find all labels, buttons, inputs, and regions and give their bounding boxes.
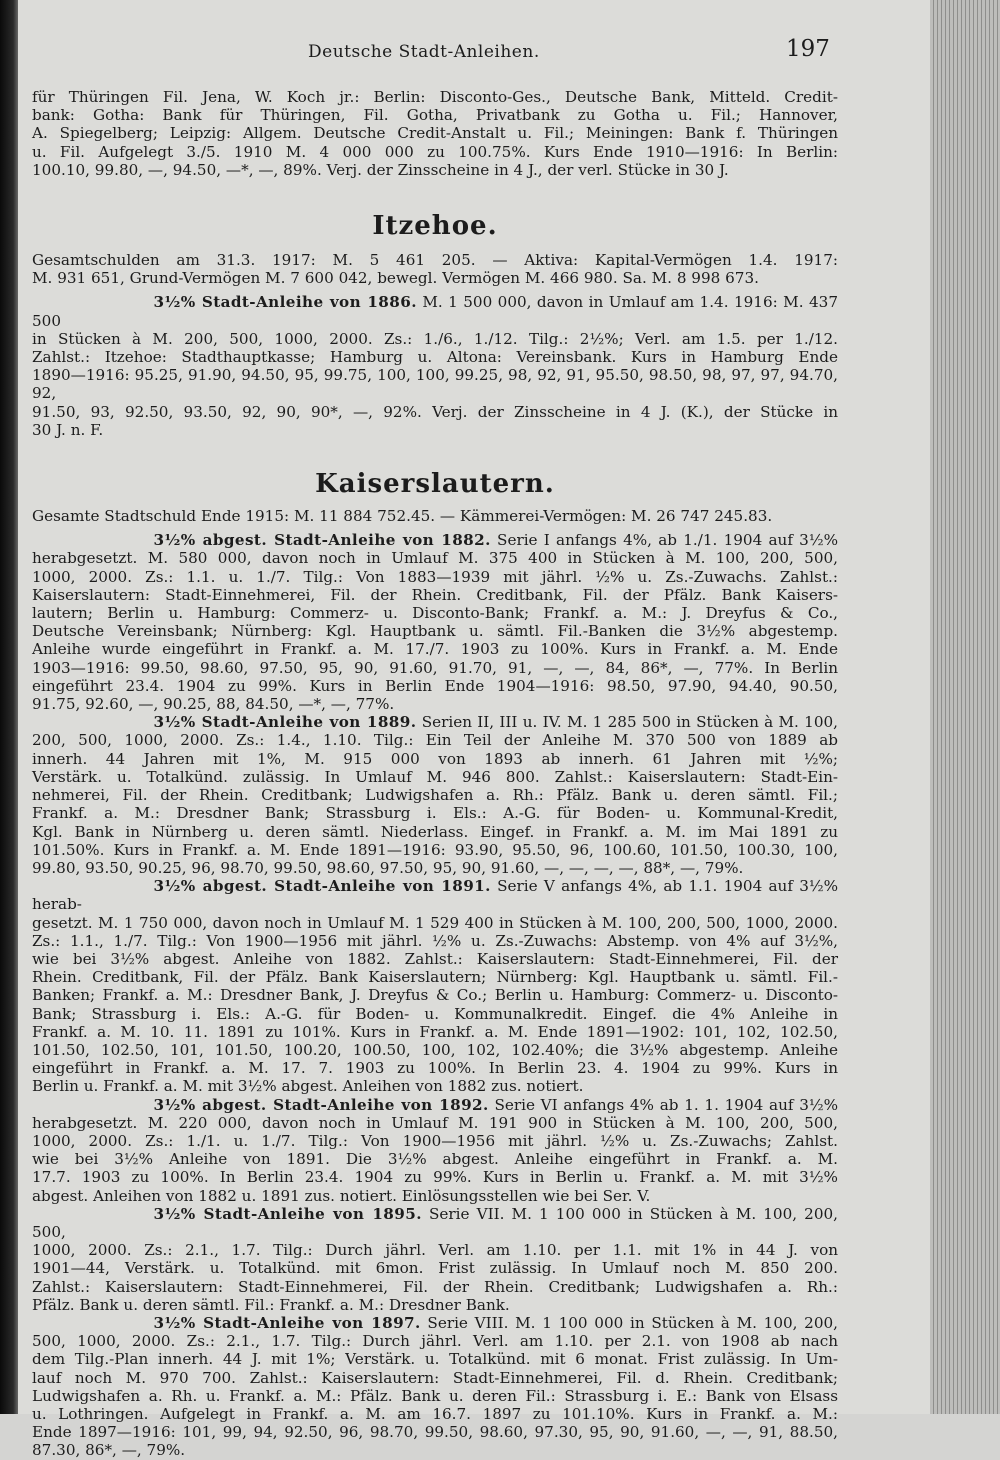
kaiserslautern-section xyxy=(32,507,838,1460)
text-line: Ende 1897—1916: 101, 99, 94, 92.50, 96, 98.70, 99.50, 98.60, 97.30, 95, 90, 91.60, —, —, 91, 88.50, xyxy=(32,1423,838,1442)
text-line: Kgl. Bank in Nürnberg u. deren sämtl. Niederlass. Eingef. in Frankf. a. M. im Mai 1891 zu xyxy=(32,822,838,841)
text-line: lautern; Berlin u. Hamburg: Commerz- u. Disconto-Bank; Frankf. a. M.: J. Dreyfus & Co., xyxy=(32,604,838,623)
text-line: 101.50, 102.50, 101, 101.50, 100.20, 100.50, 100, 102, 102.40%; die 3½% abgestemp. Anleihe xyxy=(32,1040,838,1059)
text-line: Serie VIII. M. 1 100 000 in Stücken à M. 100, 200, xyxy=(427,1313,838,1332)
text-line: 1901—44, Verstärk. u. Totalkünd. mit 6mon. Frist zulässig. In Umlauf noch M. 850 200. xyxy=(32,1259,838,1278)
loan-entry-first-line xyxy=(32,531,838,549)
page-header xyxy=(18,36,858,72)
book-page xyxy=(18,0,930,1460)
text-line: Banken; Frankf. a. M.: Dresdner Bank, J. Dreyfus & Co.; Berlin u. Hamburg: Commerz- u. Disconto- xyxy=(32,986,838,1005)
text-line: gesetzt. M. 1 750 000, davon noch in Umlauf M. 1 529 400 in Stücken à M. 100, 200, 500, 1000, 2000. xyxy=(32,913,838,932)
text-line: 30 J. n. F. xyxy=(32,420,104,439)
text-line: Bank; Strassburg i. Els.: A.-G. für Boden- u. Kommunalkredit. Eingef. die 4% Anleihe in xyxy=(32,1004,838,1023)
text-line: wie bei 3½% Anleihe von 1891. Die 3½% abgest. Anleihe eingeführt in Frankf. a. M. xyxy=(32,1150,838,1169)
loan-entry-first-line xyxy=(32,1205,838,1241)
text-line: Serien II, III u. IV. M. 1 285 500 in Stücken à M. 100, xyxy=(421,713,838,732)
text-line: 17.7. 1903 zu 100%. In Berlin 23.4. 1904 zu 99%. Kurs in Berlin u. Frankf. a. M. mit 3½% xyxy=(32,1168,838,1187)
text-line: Gesamtschulden am 31.3. 1917: M. 5 461 205. — Aktiva: Kapital-Vermögen 1.4. 1917: xyxy=(32,251,838,270)
text-line: herabgesetzt. M. 580 000, davon noch in Umlauf M. 375 400 in Stücken à M. 100, 200, 500, xyxy=(32,549,838,568)
loan-entry-first-line xyxy=(32,1314,838,1332)
text-line: 1000, 2000. Zs.: 1.1. u. 1./7. Tilg.: Von 1883—1939 mit jährl. ½% u. Zs.-Zuwachs. Zahlst.: xyxy=(32,567,838,586)
loan-entry-first-line xyxy=(32,713,838,731)
text-line: Kaiserslautern: Stadt-Einnehmerei, Fil. der Rhein. Creditbank, Fil. der Pfälz. Bank Kaisers- xyxy=(32,585,838,604)
text-line: 100.10, 99.80, —, 94.50, —*, —, 89%. Verj. der Zinsscheine in 4 J., der verl. Stücke in 30 J. xyxy=(32,160,729,179)
text-line: dem Tilg.-Plan innerh. 44 J. mit 1%; Verstärk. u. Totalkünd. mit 6 monat. Frist zulässig. In Um- xyxy=(32,1350,838,1369)
text-line: Anleihe wurde eingeführt in Frankf. a. M. 17./7. 1903 zu 100%. Kurs in Frankf. a. M. Ende xyxy=(32,640,838,659)
text-line: Berlin u. Frankf. a. M. mit 3½% abgest. Anleihen von 1882 zus. notiert. xyxy=(32,1077,584,1096)
intro-block xyxy=(32,88,838,179)
text-line: eingeführt in Frankf. a. M. 17. 7. 1903 zu 100%. In Berlin 23. 4. 1904 zu 99%. Kurs in xyxy=(32,1059,838,1078)
text-line: in Stücken à M. 200, 500, 1000, 2000. Zs.: 1./6., 1./12. Tilg.: 2½%; Verl. am 1.5. per 1./12. xyxy=(32,329,838,348)
text-line: Serie V anfangs 4%, ab 1.1. 1904 auf 3½% herab- xyxy=(32,877,839,914)
text-line: 1903—1916: 99.50, 98.60, 97.50, 95, 90, 91.60, 91.70, 91, —, —, 84, 86*, —, 77%. In Berlin xyxy=(32,658,838,677)
text-line: wie bei 3½% abgest. Anleihe von 1882. Zahlst.: Kaiserslautern: Stadt-Einnehmerei, Fil. der xyxy=(32,949,838,968)
loan-title: 3½% Stadt-Anleihe von 1889. xyxy=(153,713,417,732)
text-line: abgest. Anleihen von 1882 u. 1891 zus. notiert. Einlösungsstellen wie bei Ser. V. xyxy=(32,1186,651,1205)
loan-entry-first-line xyxy=(32,293,838,329)
text-line: eingeführt 23.4. 1904 zu 99%. Kurs in Berlin Ende 1904—1916: 98.50, 97.90, 94.40, 90.50, xyxy=(32,676,838,695)
loan-entry-first-line xyxy=(32,1096,838,1114)
text-line: u. Fil. Aufgelegt 3./5. 1910 M. 4 000 000 zu 100.75%. Kurs Ende 1910—1916: In Berlin: xyxy=(32,142,838,161)
itzehoe-section xyxy=(32,251,838,439)
text-line: Zahlst.: Kaiserslautern: Stadt-Einnehmerei, Fil. der Rhein. Creditbank; Ludwigshafen a. Rh.: xyxy=(32,1277,838,1296)
text-line: Frankf. a. M. 10. 11. 1891 zu 101%. Kurs in Frankf. a. M. Ende 1891—1902: 101, 102, 102.50, xyxy=(32,1022,838,1041)
loan-title: 3½% abgest. Stadt-Anleihe von 1882. xyxy=(153,531,491,550)
loan-title: 3½% Stadt-Anleihe von 1897. xyxy=(153,1313,421,1332)
text-line: 101.50%. Kurs in Frankf. a. M. Ende 1891—1916: 93.90, 95.50, 96, 100.60, 101.50, 100.30, 100, xyxy=(32,840,838,859)
loan-title: 3½% Stadt-Anleihe von 1895. xyxy=(153,1204,422,1223)
text-line: lauf noch M. 970 700. Zahlst.: Kaiserslautern: Stadt-Einnehmerei, Fil. d. Rhein. Creditbank; xyxy=(32,1368,838,1387)
text-line: 91.50, 93, 92.50, 93.50, 92, 90, 90*, —, 92%. Verj. der Zinsscheine in 4 J. (K.), der Stücke in xyxy=(32,402,838,421)
text-line: für Thüringen Fil. Jena, W. Koch jr.: Berlin: Disconto-Ges., Deutsche Bank, Mitteld. Credit- xyxy=(32,88,838,106)
loan-entry-first-line xyxy=(32,877,838,913)
text-line: innerh. 44 Jahren mit 1%, M. 915 000 von 1893 ab innerh. 61 Jahren mit ½%; xyxy=(32,749,838,768)
loan-title: 3½% abgest. Stadt-Anleihe von 1892. xyxy=(153,1095,489,1114)
text-line: Zahlst.: Itzehoe: Stadthauptkasse; Hamburg u. Altona: Vereinsbank. Kurs in Hamburg Ende xyxy=(32,348,838,367)
text-line: Deutsche Vereinsbank; Nürnberg: Kgl. Hauptbank u. sämtl. Fil.-Banken die 3½% abgestemp. xyxy=(32,622,838,641)
text-line: M. 1 500 000, davon in Umlauf am 1.4. 1916: M. 437 500 xyxy=(32,293,838,330)
text-line: 200, 500, 1000, 2000. Zs.: 1.4., 1.10. Tilg.: Ein Teil der Anleihe M. 370 500 von 1889 ab xyxy=(32,731,838,750)
city-heading-itzehoe: Itzehoe. xyxy=(372,211,498,242)
text-line: Zs.: 1.1., 1./7. Tilg.: Von 1900—1956 mit jährl. ½% u. Zs.-Zuwachs: Abstemp. von 4% auf 3½%, xyxy=(32,931,838,950)
text-line: Serie I anfangs 4%, ab 1./1. 1904 auf 3½% xyxy=(497,531,839,550)
text-line: 500, 1000, 2000. Zs.: 2.1., 1.7. Tilg.: Durch jährl. Verl. am 1.10. per 2.1. von 1908 ab nach xyxy=(32,1332,838,1351)
loan-title: 3½% Stadt-Anleihe von 1886. xyxy=(153,293,417,312)
text-line: Rhein. Creditbank, Fil. der Pfälz. Bank Kaiserslautern; Nürnberg: Kgl. Hauptbank u. sämtl. Fil.- xyxy=(32,968,838,987)
text-line: Serie VII. M. 1 100 000 in Stücken à M. 100, 200, 500, xyxy=(32,1204,838,1241)
page-edges xyxy=(930,0,1000,1414)
page-number: 197 xyxy=(786,36,830,62)
text-line: Verstärk. u. Totalkünd. zulässig. In Umlauf M. 946 800. Zahlst.: Kaiserslautern: Stadt-Ein- xyxy=(32,767,838,786)
page-content xyxy=(32,88,838,1460)
text-line: Serie VI anfangs 4% ab 1. 1. 1904 auf 3½% xyxy=(494,1095,839,1114)
text-line: M. 931 651, Grund-Vermögen M. 7 600 042, bewegl. Vermögen M. 466 980. Sa. M. 8 998 673. xyxy=(32,269,759,288)
text-line: 91.75, 92.60, —, 90.25, 88, 84.50, —*, —, 77%. xyxy=(32,695,395,714)
text-line: bank: Gotha: Bank für Thüringen, Fil. Gotha, Privatbank zu Gotha u. Fil.; Hannover, xyxy=(32,106,838,125)
text-line: 1890—1916: 95.25, 91.90, 94.50, 95, 99.75, 100, 100, 99.25, 98, 92, 91, 95.50, 98.50, 98, 97, 97, 94.70, 92, xyxy=(32,366,838,403)
text-line: 87.30, 86*, —, 79%. xyxy=(32,1441,186,1460)
text-line: Frankf. a. M.: Dresdner Bank; Strassburg i. Els.: A.-G. für Boden- u. Kommunal-Kredit, xyxy=(32,804,838,823)
text-line: 99.80, 93.50, 90.25, 96, 98.70, 99.50, 98.60, 97.50, 95, 90, 91.60, —, —, —, —, 88*, —, 79%. xyxy=(32,858,744,877)
text-line: Ludwigshafen a. Rh. u. Frankf. a. M.: Pfälz. Bank u. deren Fil.: Strassburg i. E.: Bank von Elsass xyxy=(32,1386,838,1405)
city-heading-kaiserslautern: Kaiserslautern. xyxy=(315,469,555,500)
text-line: u. Lothringen. Aufgelegt in Frankf. a. M. am 16.7. 1897 zu 101.10%. Kurs in Frankf. a. M.: xyxy=(32,1405,838,1423)
text-line: herabgesetzt. M. 220 000, davon noch in Umlauf M. 191 900 in Stücken à M. 100, 200, 500, xyxy=(32,1113,838,1132)
running-title: Deutsche Stadt-Anleihen. xyxy=(308,42,540,62)
loan-title: 3½% abgest. Stadt-Anleihe von 1891. xyxy=(153,877,491,896)
text-line: nehmerei, Fil. der Rhein. Creditbank; Ludwigshafen a. Rh.: Pfälz. Bank u. deren sämtl. Fil.; xyxy=(32,786,838,805)
text-line: Gesamte Stadtschuld Ende 1915: M. 11 884 752.45. — Kämmerei-Vermögen: M. 26 747 245.83. xyxy=(32,507,773,526)
text-line: Pfälz. Bank u. deren sämtl. Fil.: Frankf. a. M.: Dresdner Bank. xyxy=(32,1295,510,1314)
text-line: 1000, 2000. Zs.: 2.1., 1.7. Tilg.: Durch jährl. Verl. am 1.10. per 1.1. mit 1% in 44 J. von xyxy=(32,1241,838,1260)
text-line: 1000, 2000. Zs.: 1./1. u. 1./7. Tilg.: Von 1900—1956 mit jährl. ½% u. Zs.-Zuwachs; Zahlst. xyxy=(32,1131,838,1150)
text-line: A. Spiegelberg; Leipzig: Allgem. Deutsche Credit-Anstalt u. Fil.; Meiningen: Bank f. Thüringen xyxy=(32,124,838,143)
